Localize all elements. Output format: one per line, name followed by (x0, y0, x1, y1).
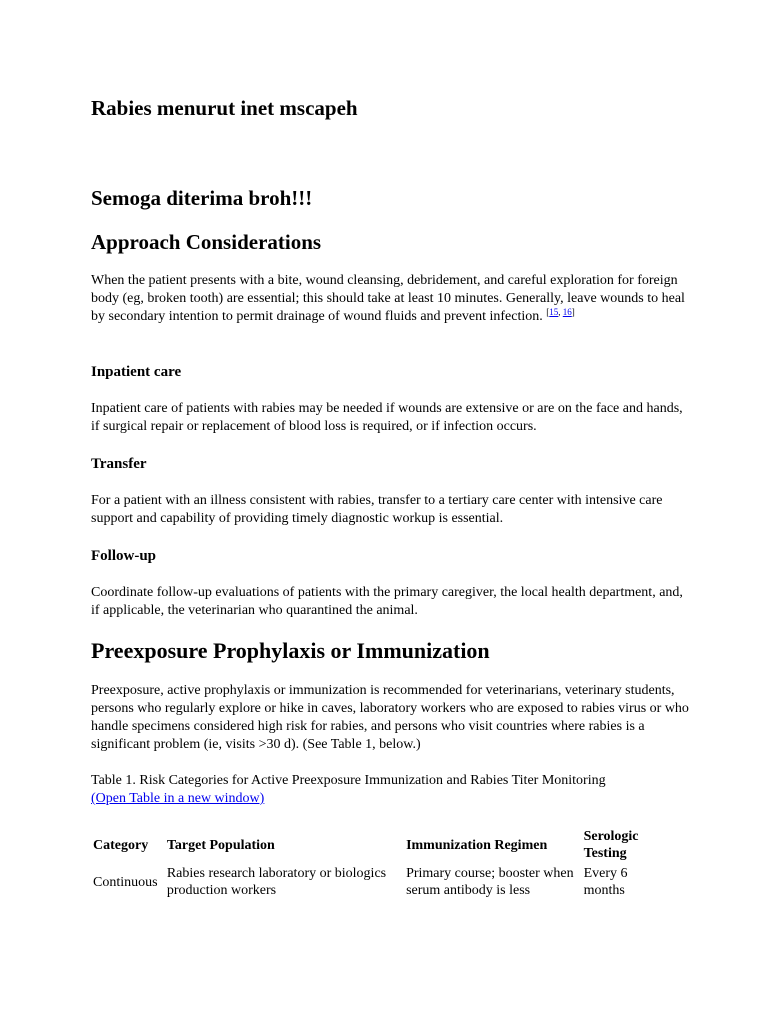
open-table-link[interactable]: (Open Table in a new window) (91, 791, 265, 806)
section-heading-approach: Approach Considerations (91, 230, 322, 254)
column-header-target-population: Target Population (166, 837, 275, 853)
transfer-paragraph: For a patient with an illness consistent with rabies, transfer to a tertiary care center with intensive care support and capability of providing timely diagnostic workup is essential. (91, 493, 663, 526)
reference-list: [15, 16] (546, 307, 575, 317)
risk-categories-table (91, 826, 661, 900)
subheading-transfer: Transfer (91, 456, 147, 472)
table-cell-immunization-regimen: Primary course; booster when serum antibody is less (406, 866, 574, 898)
approach-paragraph (91, 272, 691, 326)
table-caption-text: Table 1. Risk Categories for Active Preexposure Immunization and Rabies Titer Monitoring (91, 773, 606, 788)
column-header-serologic-testing: Serologic Testing (583, 829, 639, 861)
table-cell-serologic-testing: Every 6 months (583, 866, 628, 898)
document-title: Rabies menurut inet mscapeh (91, 96, 358, 120)
subheading-followup: Follow-up (91, 548, 157, 564)
table-cell-target-population: Rabies research laboratory or biologics production workers (166, 866, 387, 898)
table-cell-category: Continuous (93, 874, 158, 890)
table-row (91, 864, 661, 900)
followup-paragraph: Coordinate follow-up evaluations of patients with the primary caregiver, the local health department, and, if applicable, the veterinarian who quarantined the animal. (91, 585, 683, 618)
column-header-category: Category (93, 837, 149, 853)
reference-link-16[interactable]: 16 (562, 307, 572, 317)
reference-link-15[interactable]: 15 (549, 307, 559, 317)
section-heading-preexposure: Preexposure Prophylaxis or Immunization (91, 638, 490, 663)
greeting-heading: Semoga diterima broh!!! (91, 186, 313, 210)
table-caption (91, 772, 691, 808)
preexposure-paragraph: Preexposure, active prophylaxis or immunization is recommended for veterinarians, veterinary students, persons who regularly explore or hike in caves, laboratory workers who are exposed to rabies virus or who handle specimens considered high risk for rabies, and persons who visit countries where rabies is a significant problem (ie, visits >30 d). (See Table 1, below.) (91, 683, 689, 752)
inpatient-paragraph: Inpatient care of patients with rabies may be needed if wounds are extensive or are on the face and hands, if surgical repair or replacement of blood loss is required, or if infection occurs. (91, 401, 683, 434)
column-header-immunization-regimen: Immunization Regimen (406, 837, 548, 853)
subheading-inpatient: Inpatient care (91, 364, 182, 380)
table-header-row (91, 826, 661, 864)
approach-text: When the patient presents with a bite, wound cleansing, debridement, and careful exploration for foreign body (eg, broken tooth) are essential; this should take at least 10 minutes. Generally, leave wounds to heal by secondary intention to permit drainage of wound fluids and prevent infection. (91, 273, 685, 324)
